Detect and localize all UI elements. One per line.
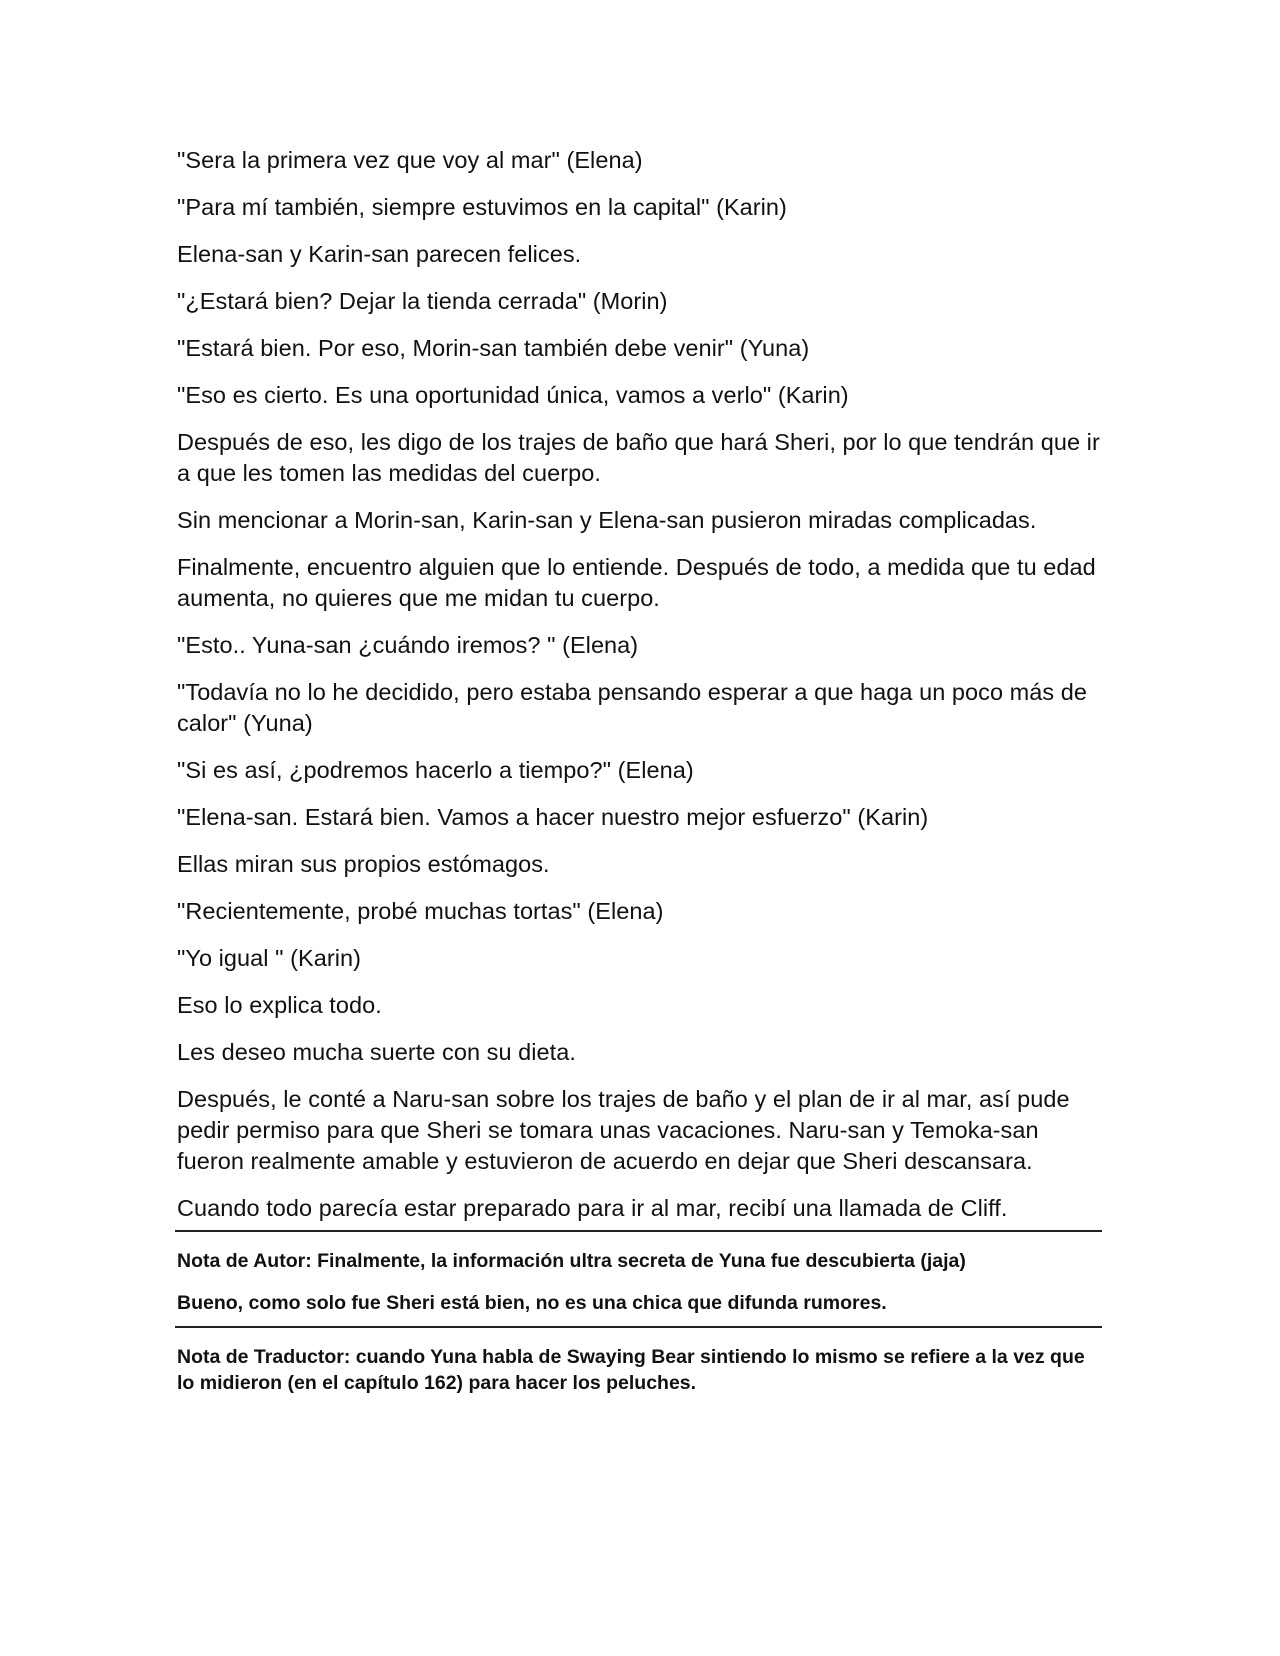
- paragraph: "Elena-san. Estará bien. Vamos a hacer nuestro mejor esfuerzo" (Karin): [177, 804, 929, 830]
- paragraph: Finalmente, encuentro alguien que lo entiende. Después de todo, a medida que tu edad aumenta, no quieres que me midan tu cuerpo.: [177, 554, 1096, 611]
- paragraph: "Eso es cierto. Es una oportunidad única, vamos a verlo" (Karin): [177, 382, 849, 408]
- paragraph: Ellas miran sus propios estómagos.: [177, 851, 550, 877]
- paragraph: Después, le conté a Naru-san sobre los trajes de baño y el plan de ir al mar, así pude pedir permiso para que Sheri se tomara unas vacaciones. Naru-san y Temoka-san fueron realmente amable y estuvieron de acuerdo en dejar que Sheri descansara.: [177, 1086, 1070, 1174]
- paragraph: Eso lo explica todo.: [177, 992, 382, 1018]
- author-note-line: Bueno, como solo fue Sheri está bien, no es una chica que difunda rumores.: [177, 1292, 887, 1314]
- paragraph: Les deseo mucha suerte con su dieta.: [177, 1039, 576, 1065]
- document-page: [177, 145, 1102, 1396]
- paragraph: Sin mencionar a Morin-san, Karin-san y Elena-san pusieron miradas complicadas.: [177, 507, 1037, 533]
- paragraph: Cuando todo parecía estar preparado para ir al mar, recibí una llamada de Cliff.: [177, 1195, 1008, 1221]
- author-note-divider: [175, 1230, 1102, 1232]
- paragraph: "Yo igual " (Karin): [177, 945, 361, 971]
- translator-note: [177, 1344, 1102, 1396]
- paragraph: "Para mí también, siempre estuvimos en la capital" (Karin): [177, 194, 787, 220]
- author-note: [177, 1248, 1102, 1316]
- paragraph: "Si es así, ¿podremos hacerlo a tiempo?" (Elena): [177, 757, 694, 783]
- paragraph: "Estará bien. Por eso, Morin-san también debe venir" (Yuna): [177, 335, 810, 361]
- paragraph: "¿Estará bien? Dejar la tienda cerrada" (Morin): [177, 288, 668, 314]
- paragraph: Después de eso, les digo de los trajes de baño que hará Sheri, por lo que tendrán que ir a que les tomen las medidas del cuerpo.: [177, 429, 1100, 486]
- translator-note-text: Nota de Traductor: cuando Yuna habla de Swaying Bear sintiendo lo mismo se refiere a la vez que lo midieron (en el capítulo 162) para hacer los peluches.: [177, 1346, 1085, 1394]
- paragraph: "Sera la primera vez que voy al mar" (Elena): [177, 147, 643, 173]
- paragraph: "Todavía no lo he decidido, pero estaba pensando esperar a que haga un poco más de calor" (Yuna): [177, 679, 1088, 736]
- translator-note-divider: [175, 1326, 1102, 1328]
- paragraph: Elena-san y Karin-san parecen felices.: [177, 241, 582, 267]
- paragraph: "Esto.. Yuna-san ¿cuándo iremos? " (Elena): [177, 632, 639, 658]
- paragraph: "Recientemente, probé muchas tortas" (Elena): [177, 898, 664, 924]
- author-note-line: Nota de Autor: Finalmente, la información ultra secreta de Yuna fue descubierta (jaja): [177, 1250, 966, 1272]
